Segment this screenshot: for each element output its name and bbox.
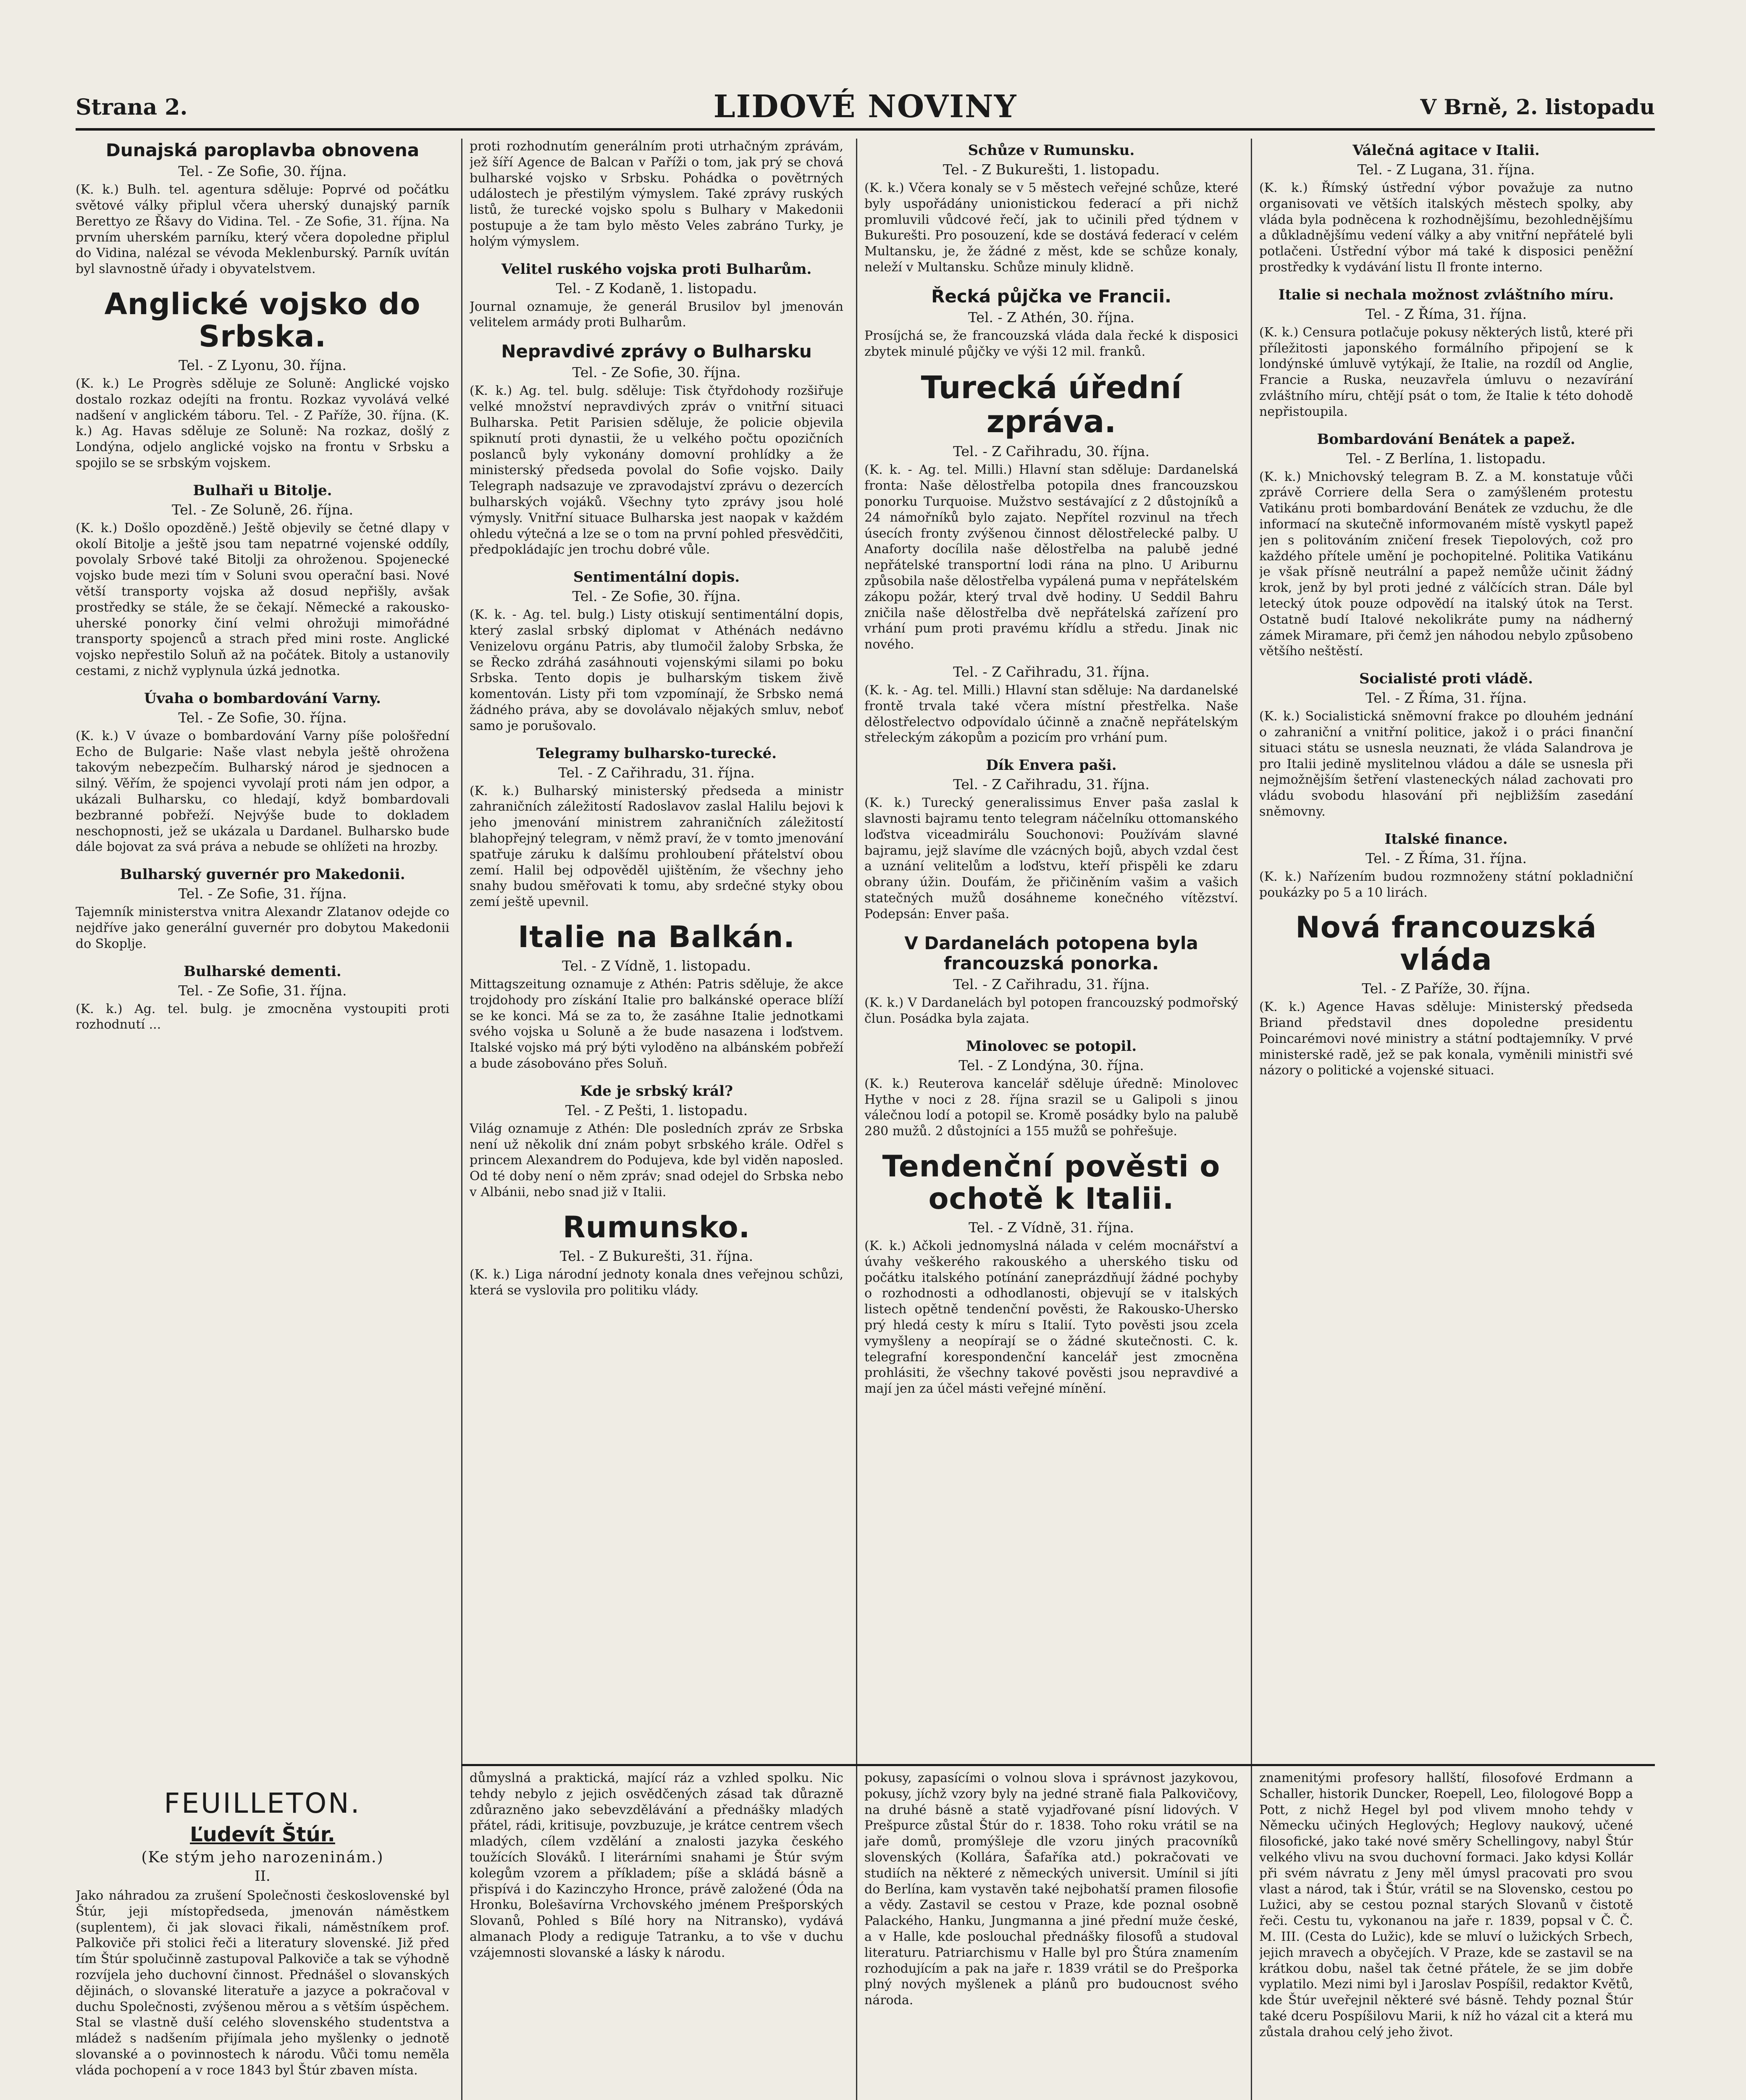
article-headline: Válečná agitace v Italii.	[1352, 142, 1540, 159]
article-headline: Velitel ruského vojska proti Bulharům.	[501, 260, 812, 278]
article-headline: Minolovec se potopil.	[966, 1037, 1137, 1055]
article-body: (K. k.) Le Progrès sděluje ze Soluně: Anglické vojsko dostalo rozkaz odejíti na frontu. Rozkaz vyvolává velké nadšení v anglickém táboru. Tel. - Z Paříže, 30. října. (K. k.) Ag. Havas sděluje ze Soluně: Na rozkaz, došlý z Londýna, odjelo anglické vojsko na frontu v Srbsku a spojilo se se srbským vojskem.	[76, 376, 449, 471]
article	[864, 1038, 1238, 1139]
article-headline: Tendenční pověsti o ochotě k Italii.	[882, 1149, 1221, 1216]
article	[864, 664, 1238, 746]
article	[470, 1083, 843, 1200]
article-headline: Schůze v Rumunsku.	[968, 142, 1135, 159]
feuilleton-text: znamenitými profesory hallští, filosofové Erdmann a Schaller, historik Duncker, Roepell, Leo, filologové Bopp a Pott, z nichž Hegel byl pod vlivem mnoho tehdy v Německu učiných Heglových; Heglovy naukový, učené filosofické, jako také nové směry Schellingovy, nabyl Štúr velkého vlivu na svou duchovní formaci. Jako kdysi Kollár při svém návratu z Jeny měl úmysl pracovati pro svou vlast a národ, tak i Štúr, vrátil se na Slovensko, cestou po Lužici, aby se cestou poznal starých Slovanů v čistotě řeči. Cestu tu, vykonanou na jaře r. 1839, popsal v Č. Č. M. III. (Cesta do Lužic), kde se mluví o lužických Srbech, jejich mravech a obyčejích. V Praze, kde se zastavil se na krátkou dobu, našel tak četné přátele, že se jim dobře vyplatilo. Mezi nimi byl i Jaroslav Pospíšil, redaktor Květů, kde Štúr uveřejnil některé své básně. Tehdy poznal Štúr také dceru Pospíšilovu Marii, k níž ho vázal cit a která mu zůstala drahou celý jeho život.	[1259, 1771, 1633, 2040]
article-dateline: Tel. - Z Říma, 31. října.	[1365, 850, 1527, 866]
article	[76, 288, 449, 471]
article-body: proti rozhodnutím generálním proti utrhačným zprávám, jež šíří Agence de Balcan v Paříži o tom, jak prý se chová bulharské vojsko v Srbsku. Pohádka o povětrných událostech je přestilým výmyslem. Také zprávy ruských listů, že turecké vojsko spolu s Bulhary v Makedonii postupuje a že tam bylo město Veles zabráno Turky, je holým výmyslem.	[470, 139, 843, 249]
article-body: (K. k.) Censura potlačuje pokusy některých listů, které při příležitosti japonského formálního připojení se k londýnské úmluvě vytýkají, že Italie, na rozdíl od Anglie, Francie a Ruska, neuzavřela úmluvu o nezavírání zvláštního míru, chtějí psát o tom, že Italie k této dohodě nepřistoupila.	[1259, 325, 1633, 419]
column-rule	[461, 139, 462, 2100]
article-body: (K. k.) Agence Havas sděluje: Ministerský předseda Briand představil dnes dopoledne presidentu Poincarémovi nové ministry a státní podtajemníky. V prvé ministerské radě, jež se pak konala, vyměnili ministři své názory o politické a vojenské situaci.	[1259, 1000, 1633, 1078]
newspaper-title: LIDOVÉ NOVINY	[713, 89, 1017, 125]
article-headline: Řecká půjčka ve Francii.	[931, 286, 1171, 307]
article-dateline: Tel. - Z Cařihradu, 31. října.	[953, 776, 1150, 793]
article-body: (K. k.) Liga národní jednoty konala dnes veřejnou schůzi, která se vyslovila pro politiku vlády.	[470, 1267, 843, 1298]
article	[76, 690, 449, 855]
article-headline: Bulharské dementi.	[184, 963, 341, 980]
article-body: (K. k.) Římský ústřední výbor považuje za nutno organisovati ve větších italských městech spolky, aby vláda byla podněcena k rozhodnějšímu, bezohlednějšímu a důkladnějšímu vedení války a aby vnitřní nepřátelé byli potlačeni. Ústřední výbor má také k disposici peněžní prostředky k vydávání listu Il fronte interno.	[1259, 181, 1633, 275]
article-dateline: Tel. - Z Bukurešti, 1. listopadu.	[943, 161, 1160, 178]
article-body: (K. k. - Ag. tel. Milli.) Hlavní stan sděluje: Na dardanelské frontě trvala také včera místní přestřelka. Naše dělostřelectvo odpovídalo účinně a značně nepřátelským střeleckým zákopům a pozicím pro vrhání pum.	[864, 683, 1238, 746]
masthead	[76, 90, 1655, 131]
article-dateline: Tel. - Z Cařihradu, 30. října.	[953, 443, 1150, 460]
article-headline: Turecká úřední zpráva.	[921, 369, 1182, 440]
article-body: Prosíjchá se, že francouzská vláda dala řecké k disposici zbytek minulé půjčky ve výši 12 mil. franků.	[864, 328, 1238, 359]
article-body: (K. k.) Bulh. tel. agentura sděluje: Poprvé od počátku světové války připlul včera uherský dunajský parník Berettyo ze Řšavy do Vidina. Tel. - Ze Sofie, 31. října. Na prvním uherském parníku, který včera dopoledne připlul do Vidina, nalézal se vévoda Meklenburský. Parník uvítán byl slavnostně úřady i obyvatelstvem.	[76, 182, 449, 277]
article	[864, 286, 1238, 360]
article-headline: Nová francouzská vláda	[1295, 910, 1597, 977]
article	[76, 963, 449, 1033]
article-body: (K. k.) Reuterova kancelář sděluje úředně: Minolovec Hythe v noci z 28. října srazil se u Galipoli s jinou válečnou lodí a potopil se. Kromě posádky bylo na palubě 280 mužů. 2 důstojníci a 155 mužů se pohřešuje.	[864, 1076, 1238, 1139]
article	[470, 921, 843, 1072]
article-body: Journal oznamuje, že generál Brusilov byl jmenován velitelem armády proti Bulharům.	[470, 299, 843, 330]
article-dateline: Tel. - Z Cařihradu, 31. října.	[558, 764, 755, 781]
article-headline: V Dardanelách potopena byla francouzská ponorka.	[904, 932, 1198, 974]
article	[1259, 670, 1633, 820]
article	[1259, 431, 1633, 660]
article	[470, 1211, 843, 1299]
article-body: (K. k.) Ačkoli jednomyslná nálada v celém mocnářství a úvahy veškerého rakouského a uherského tisku od počátku italského potínání zaneprázdňují žádné pochyby o rozhodnosti a odhodlanosti, objevují se v italských listech opětně tendenční pověsti, že Rakousko-Uhersko prý hledá cesty k míru s Italií. Tyto pověsti jsou zcela vymyšleny a neopírají se o žádné skutečnosti. C. k. telegrafní korespondenční kancelář jest zmocněna prohlásiti, že všechny takové pověsti jsou nepravdivé a mají jen za účel másti veřejné mínění.	[864, 1238, 1238, 1396]
column-rule	[856, 139, 857, 2100]
article-dateline: Tel. - Z Berlína, 1. listopadu.	[1346, 450, 1546, 467]
article-body: (K. k.) Turecký generalissimus Enver paša zaslal k slavnosti bajramu tento telegram náčelníku ottomanského loďstva viceadmirálu Souchonovi: Používám slavné bajramu, jejž slavíme dle vzácných bojů, abych vzdal čest a uznání velitelům a loďstvu, kteří přispěli ke zdaru obrany úžin. Doufám, že přičiněním vašim a vašich statečných mužů dosáhneme konečného vítězství. Podepsán: Enver paša.	[864, 795, 1238, 921]
article-headline: Italie na Balkán.	[518, 919, 795, 954]
article-headline: Rumunsko.	[562, 1210, 751, 1244]
feuilleton-text: důmyslná a praktická, mající ráz a vzhled spolku. Nic tehdy nebylo z jejich osvědčených zásad tak důrazně zdůrazněno jako sebevzdělávání a přednášky mladých přátel, rádi, kritisuje, povzbuzuje, je krátce centrem všech mladých, cílem vzdělání a znalosti jazyka českého toužících Slováků. I literárními snahami je Štúr svým kolegům vzorem a příkladem; píše a skládá básně a přispívá i do Kazinczyho Hronce, právě založené (Óda na Hronku, Bolešavírna Vrchovského jménem Prešporských Slovanů, Pohled s Bílé hory na Nitransko), vydává almanach Plody a rediguje Tatranku, a to vše v duchu vzájemnosti slovanské a lásky k národu.	[470, 1771, 843, 1960]
place-date: V Brně, 2. listopadu	[1420, 94, 1655, 119]
article	[1259, 142, 1633, 276]
article	[1259, 286, 1633, 420]
article-body: Mittagszeitung oznamuje z Athén: Patris sděluje, že akce trojdohody pro získání Italie pro balkánské operace blíží se ke konci. Má se za to, že zasáhne Italie jednotkami svého vojska u Soluně a že bude nasazena i loďstvem. Italské vojsko má prý býti vyloděno na albánském pobřeží a bude zásobováno přes Soluň.	[470, 976, 843, 1071]
article	[864, 1150, 1238, 1397]
column-rule	[1251, 139, 1252, 2100]
article-body: (K. k. - Ag. tel. bulg.) Listy otiskují sentimentální dopis, který zaslal srbský diplomat v Athénách nedávno Venizelovu orgánu Patris, aby tlumočil žaloby Srbska, že se Řecko zdráhá zasáhnouti vojenskými silami po boku Srbska. Tento dopis je bulharským tiskem živě komentován. Listy při tom vzpomínají, že Srbsko nemá žádného práva, aby se dovolávalo nějakých smluv, neboť samo je porušovalo.	[470, 607, 843, 733]
article-dateline: Tel. - Z Paříže, 30. října.	[1362, 980, 1531, 997]
article-headline: Dík Envera paši.	[986, 757, 1117, 774]
article-dateline: Tel. - Z Lugana, 31. října.	[1357, 161, 1535, 178]
article-headline: Kde je srbský král?	[580, 1082, 733, 1100]
article	[470, 139, 843, 250]
column-4	[1259, 139, 1633, 1764]
feuilleton-subtitle: (Ke stým jeho narozeninám.)	[141, 1849, 384, 1866]
article-body: (K. k.) Včera konaly se v 5 městech veřejné schůze, které byly uspořádány unionistickou federací a při nichž promluvili vůdcové řečí, jak to učinili před týdnem v Bukurešti. Pro posouzení, kde se dostává federací v celém Multansku, je, že žádné z měst, kde se schůze konaly, neleží v Multansku. Schůze minuly klidně.	[864, 181, 1238, 275]
article-headline: Bulharský guvernér pro Makedonii.	[120, 866, 405, 883]
article-headline: Bulhaři u Bitolje.	[193, 482, 332, 499]
article-headline: Bombardování Benátek a papež.	[1317, 430, 1575, 448]
article-dateline: Tel. - Z Bukurešti, 31. října.	[559, 1247, 754, 1264]
article	[1259, 911, 1633, 1079]
article-dateline: Tel. - Z Athén, 30. října.	[968, 309, 1135, 326]
article-dateline: Tel. - Z Kodaně, 1. listopadu.	[556, 280, 757, 297]
article	[470, 569, 843, 734]
article	[864, 757, 1238, 922]
feuilleton-title: Ľudevít Štúr.	[190, 1823, 335, 1846]
article-dateline: Tel. - Z Cařihradu, 31. října.	[953, 664, 1150, 680]
feuilleton-label: FEUILLETON.	[164, 1787, 361, 1819]
article-headline: Úvaha o bombardování Varny.	[144, 690, 381, 707]
feuilleton-column-1	[76, 1774, 449, 2100]
article-headline: Italské finance.	[1384, 830, 1508, 848]
article-dateline: Tel. - Z Vídně, 31. října.	[969, 1219, 1134, 1236]
feuilleton-column-3	[864, 1770, 1238, 2100]
article-dateline: Tel. - Z Londýna, 30. října.	[958, 1057, 1144, 1074]
article-headline: Nepravdivé zprávy o Bulharsku	[501, 341, 812, 362]
article-body: (K. k. - Ag. tel. Milli.) Hlavní stan sděluje: Dardanelská fronta: Naše dělostřelba potopila dnes francouzskou ponorku Turquoise. Mužstvo sestávající z 2 důstojníků a 24 námořníků bylo zajato. Nepřítel rozvinul na třech úsecích fronty zvýšenou činnost dělostřelecké palby. U Anaforty docílila naše dělostřelba na palubě jedné nepřátelské transportní lodi rána na plno. U Ariburnu způsobila naše dělostřelba vypálená puma v nepřátelském zákopu požár, který trval dvě hodiny. U Seddil Bahru zničila naše dělostřelba dvě nepřátelská zařízení pro vrhání pum proti pravému křídlu a středu. Jinak nic nového.	[864, 462, 1238, 652]
article-dateline: Tel. - Ze Soluně, 26. října.	[171, 501, 354, 518]
article-headline: Anglické vojsko do Srbska.	[104, 287, 421, 354]
article-dateline: Tel. - Ze Sofie, 31. října.	[178, 982, 347, 999]
article	[864, 933, 1238, 1027]
feuilleton-rule	[461, 1764, 1655, 1766]
feuilleton-column-2	[470, 1770, 843, 2100]
article-dateline: Tel. - Z Vídně, 1. listopadu.	[562, 957, 751, 974]
article-dateline: Tel. - Z Říma, 31. října.	[1365, 690, 1527, 706]
article	[864, 371, 1238, 653]
article-body: (K. k.) Socialistická sněmovní frakce po dlouhém jednání o zahraniční a vnitřní politice, jakož i o práci finanční situaci státu se usnesla neuznati, že vláda Salandrova je pro Italii jedině myslitelnou vládou a dále se usnesla při nejmožnějším šetření vlasteneckých nálad zachovati pro vládu svobodu hlasování při nejbližším zasedání sněmovny.	[1259, 709, 1633, 819]
feuilleton-column-4	[1259, 1770, 1633, 2100]
article	[470, 261, 843, 331]
article-body: (K. k.) Ag. tel. bulg. sděluje: Tisk čtyřdohody rozšiřuje velké množství nepravdivých zpráv o vnitřní situaci Bulharska. Petit Parisien sděluje, že policie objevila spiknutí proti dynastii, že u velkého počtu opozičních poslanců byly vykonány domovní prohlídky a že ministerský předseda povolal do Sofie vojsko. Daily Telegraph nadsazuje ve zpravodajství zprávu o dezercích bulharských vojáků. Všechny tyto zprávy jsou holé výmysly. Vnitřní situace Bulharska jest naopak v každém ohledu výtečná a lze se o tom na první pohled přesvědčiti, předpokládajíc jen trochu dobré vůle.	[470, 383, 843, 557]
feuilleton-part: II.	[255, 1868, 270, 1885]
article-headline: Dunajská paroplavba obnovena	[105, 140, 420, 160]
article-body: (K. k.) Ag. tel. bulg. je zmocněna vystoupiti proti rozhodnutí ...	[76, 1001, 449, 1032]
article-dateline: Tel. - Z Cařihradu, 31. října.	[953, 976, 1150, 993]
article-body: Világ oznamuje z Athén: Dle posledních zpráv ze Srbska není už několik dní znám pobyt srbského krále. Odřel s princem Alexandrem do Podujeva, kde byl viděn naposled. Od té doby není o něm zpráv; snad odejel do Srbska nebo v Albánii, nebo snad již v Italii.	[470, 1121, 843, 1200]
column-2	[470, 139, 843, 1764]
article-body: (K. k.) V Dardanelách byl potopen francouzský podmořský člun. Posádka byla zajata.	[864, 995, 1238, 1026]
article-body: (K. k.) Bulharský ministerský předseda a ministr zahraničních záležitostí Radoslavov zaslal Halilu bejovi k jeho jmenování ministrem zahraničních záležitostí blahopřejný telegram, v němž praví, že v tomto jmenování spatřuje záruku k dalšímu prohloubení přátelství obou zemí. Halil bej odpověděl ujištěním, že všechny jeho snahy budou směřovati k tomu, aby srdečné styky obou zemí ještě upevnil.	[470, 783, 843, 910]
feuilleton-text: Jako náhradou za zrušení Společnosti československé byl Štúr, jeji místopředseda, jmenován náměstkem (suplentem), či jak slovaci řikali, náměstníkem prof. Palkoviče při stolici řeči a literatury slovenské. Již před tím Štúr spolučinně zastupoval Palkoviče a tak se výhodně rozvíjela jeho duchovní činnost. Přednášel o slovanských dějinách, o slovanské literatuře a jazyce a pokračoval v duchu Společnosti, zvýšenou měrou a s větším úspěchem. Stal se vlastně duší celého slovenského studentstva a mládež s nadšením přijímala jeho myšlenky o jednotě slovanské a o povinnostech k národu. Vůči tomu neměla vláda pochopení a v roce 1843 byl Štúr zbaven místa.	[76, 1888, 449, 2078]
article-dateline: Tel. - Ze Sofie, 31. října.	[178, 885, 347, 902]
article-body: (K. k.) Mnichovský telegram B. Z. a M. konstatuje vůči zprávě Corriere della Sera o zamýšleném protestu Vatikánu proti bombardování Benátek ze vzduchu, že dle informací na skutečně informovaném místě vyskytl papež jen s politováním zničení fresek Tiepolových, což pro každého přítele umění je pochopitelné. Politika Vatikánu je však přísně neutrální a papež nemůže učinit žádný krok, jenž by byl proti jedné z válčících stran. Dále byl letecký útok pouze odpovědí na italský útok na Terst. Ostatně budí Italové nekolikráte pumy na nádherný zámek Miramare, při čemž jen náhodou nebylo způsobeno většího neštěstí.	[1259, 469, 1633, 659]
article-headline: Socialisté proti vládě.	[1359, 670, 1533, 688]
article-body: Tajemník ministerstva vnitra Alexandr Zlatanov odejde co nejdříve jako generální guvernér pro dobytou Makedonii do Skoplje.	[76, 905, 449, 951]
article	[76, 140, 449, 277]
article-dateline: Tel. - Ze Sofie, 30. října.	[178, 709, 347, 726]
article	[864, 142, 1238, 276]
article	[470, 745, 843, 910]
article	[76, 866, 449, 952]
page-number: Strana 2.	[76, 94, 188, 120]
feuilleton-text: pokusy, zapasícími o volnou slova i správnost jazykovou, pokusy, jíchž vzory byly na jedné straně fiala Palkovičovy, na druhé básně a statě vyjadřované písní lidových. V Prešpurce zůstal Štúr do r. 1838. Toho roku vrátil se na jaře domů, promýšleje dle vzoru jiných pracovníků slovenských (Kollára, Šafaříka atd.) pokračovati ve studiích na některé z německých universit. Umínil si jíti do Berlína, kam vystavěn také nejbohatší pramen filosofie a vědy. Zastavil se cestou v Praze, kde poznal osobně Palackého, Hanku, Jungmanna a jiné přední muže české, a v Halle, kde poslouchal přednášky filosofů a studoval literaturu. Patriarchismu v Halle byl pro Štúra znamením rozhodujícím a pak na jaře r. 1839 vrátil se do Prešporka plný nových myšlenek a plánů pro budoucnost svého národa.	[864, 1771, 1238, 2008]
article-headline: Sentimentální dopis.	[573, 569, 740, 586]
article-headline: Italie si nechala možnost zvláštního míru.	[1278, 286, 1614, 303]
article	[76, 482, 449, 679]
article-dateline: Tel. - Z Lyonu, 30. října.	[179, 357, 347, 374]
article-dateline: Tel. - Ze Sofie, 30. října.	[572, 364, 741, 381]
column-3	[864, 139, 1238, 1764]
article-dateline: Tel. - Z Pešti, 1. listopadu.	[565, 1102, 748, 1118]
article-dateline: Tel. - Z Říma, 31. října.	[1365, 305, 1527, 322]
article-headline: Telegramy bulharsko-turecké.	[536, 745, 777, 762]
column-1	[76, 139, 449, 1764]
article-body: (K. k.) Nařízením budou rozmnoženy státní pokladniční poukázky po 5 a 10 lirách.	[1259, 869, 1633, 900]
article	[1259, 831, 1633, 901]
article-body: (K. k.) Došlo opozděně.) Ještě objevily se četné dlapy v okolí Bitolje a ještě jsou tam nepatrné vojenské oddíly, povolaly Srbové také Bitolji za ohroženou. Spojenecké vojsko bude mezi tím v Soluni svou operační basi. Nové větší transporty vojska až dosud nepřišly, avšak prostředky se stále, že se čekají. Německé a rakousko-uherské ponorky činí velmi ohrožuji mimořádné transporty spojenců a strach před mini roste. Anglické vojsko nepřestilo Soluň až na počátek. Bitoly a ustanovily cestami, z nichž vyplynula úzká jednotka.	[76, 520, 449, 679]
article-dateline: Tel. - Ze Sofie, 30. října.	[178, 163, 347, 180]
article-dateline: Tel. - Ze Sofie, 30. října.	[572, 588, 741, 605]
article-body: (K. k.) V úvaze o bombardování Varny píše pološřední Echo de Bulgarie: Naše vlast nebyla ještě ohrožena takovým nebezpečím. Bulharský národ je sjednocen a silný. Věřím, že spojenci vyvolají proti nám jen odpor, a ukázali Bulharsku, co hledají, když bombardovali bezbranné pobřeží. Nejvýše bude to dokladem neschopnosti, jež se ukázala u Dardanel. Bulharsko bude dále bojovat za svá práva a nebude se ohlížeti na hrozby.	[76, 728, 449, 855]
article	[470, 341, 843, 558]
